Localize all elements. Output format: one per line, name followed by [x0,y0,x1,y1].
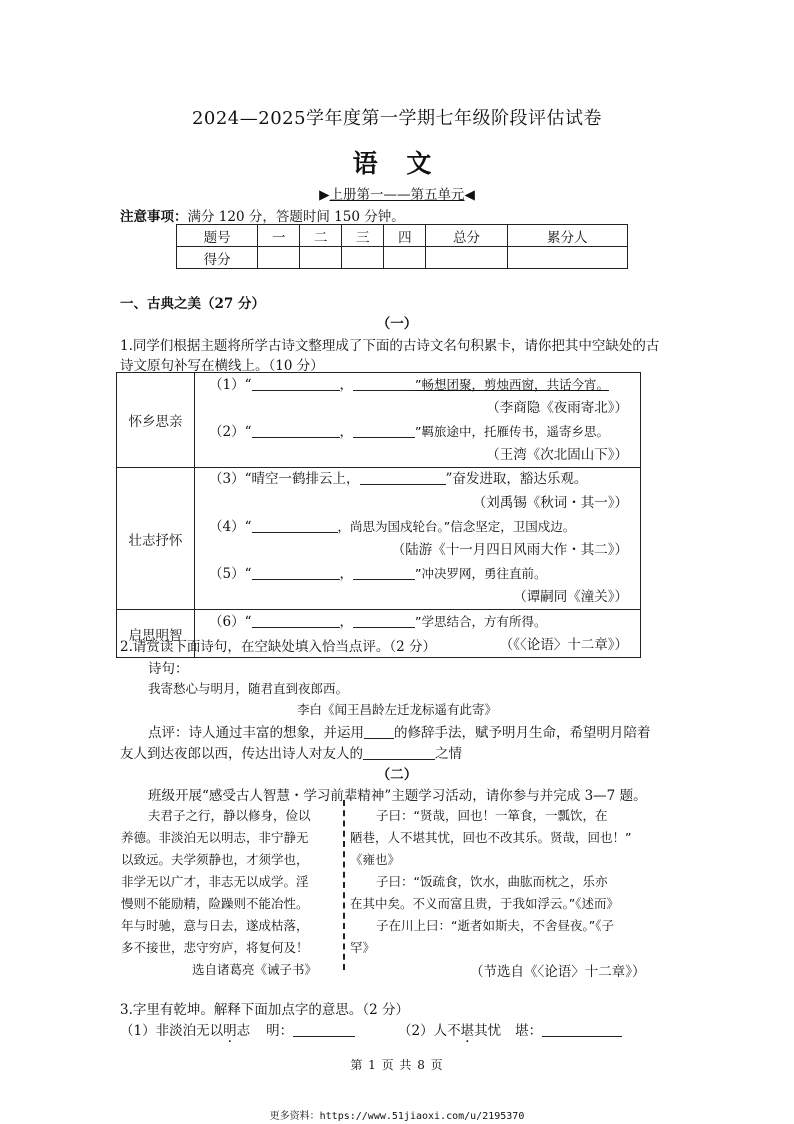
scope-line [0,183,794,203]
answer-blank[interactable] [252,565,340,580]
left-text-line: 慢则不能励精，险躁则不能冶性。 [121,896,309,911]
score-cell[interactable] [300,247,342,269]
triangle-left-icon: ◀ [464,187,475,203]
q1-stem-line2: 诗文原句补写在横线上。（10 分） [120,358,324,374]
scope-text: 上册第一——第五单元 [329,187,465,203]
answer-blank[interactable] [252,518,338,533]
score-header-cell: 三 [342,225,384,247]
score-cell[interactable] [342,247,384,269]
answer-blank[interactable] [293,1022,355,1037]
answer-blank[interactable] [353,613,415,628]
score-header-cell: 四 [384,225,426,247]
answer-blank[interactable] [252,376,340,391]
q3-item-1: （1）非淡泊无以明志 明： [120,1019,355,1039]
answer-blank[interactable] [252,423,340,438]
score-header-cell: 二 [300,225,342,247]
left-text-source: 选自诸葛亮《诫子书》 [192,962,318,977]
page-number: 第 1 页 共 8 页 [350,1058,444,1072]
q2-poem-source: 李白《闻王昌龄左迁龙标遥有此寄》 [296,702,497,717]
poem-card-table [116,372,641,658]
item-2: （2）“ ， ”羁旅途中，托雁传书，遥寄乡思。 [209,424,609,440]
answer-blank[interactable] [364,724,394,739]
q2-comment-line1: 点评：诗人通过丰富的想象，并运用 的修辞手法，赋予明月生命，希望明月陪着 [148,725,651,741]
q1-stem-line1: 1.同学们根据主题将所学古诗文整理成了下面的古诗文名句积累卡，请你把其中空缺处的古 [120,338,660,354]
right-text-line: 罕》 [350,940,376,955]
item-3: （3）“晴空一鹤排云上， ”奋发进取，豁达乐观。 [209,471,588,487]
item-5: （5）“ ， ”冲决罗网，勇往直前。 [209,566,547,582]
right-text-line: 子在川上曰：“逝者如斯夫，不舍昼夜。”《子 [376,918,614,933]
category-cell: 壮志抒怀 [117,468,195,610]
right-text-line: 在其中矣。不义而富且贵，于我如浮云。”《述而》 [350,896,619,911]
item-1-source: （李商隐《夜雨寄北》） [486,399,628,416]
notice [120,205,405,225]
score-header-cell: 题号 [177,225,258,247]
score-header-cell: 累分人 [507,225,627,247]
score-cell[interactable] [507,247,627,269]
item-3-source: （刘禹锡《秋词・其一》） [472,494,628,511]
exam-title: 2024—2025学年度第一学期七年级阶段评估试卷 [191,108,603,129]
item-4-source: （陆游《十一月四日风雨大作・其二》） [391,541,628,558]
left-text-line: 非学无以广才，非志无以成学。淫 [121,874,309,889]
score-cell[interactable] [258,247,300,269]
item-1: （1）“ ， ”畅想团聚，剪烛西窗，共话今宵。 [209,377,609,393]
answer-blank[interactable] [353,376,415,391]
q2-poem: 我寄愁心与明月，随君直到夜郎西。 [148,681,349,696]
notice-label: 注意事项： [120,209,188,225]
left-text-line: 多不接世，悲守穷庐，将复何及！ [121,940,309,955]
category-cell: 启思明智 [117,610,195,658]
left-text-line: 年与时驰，意与日去，遂成枯落， [121,918,309,933]
answer-blank[interactable] [360,470,446,485]
q2-stem: 2.请赏读下面诗句，在空缺处填入恰当点评。（2 分） [120,639,437,655]
more-resources-link[interactable]: 更多资料：https://www.51jiaoxi.com/u/2195370 [269,1111,525,1122]
right-text-line: 子曰：“饭疏食，饮水，曲肱而枕之，乐亦 [376,874,608,889]
score-header-cell: 一 [258,225,300,247]
item-6-source: （《〈论语〉十二章》） [499,636,628,653]
emphasis-dot-char: 堪 [460,1023,475,1039]
q3-stem: 3.字里有乾坤。解释下面加点字的意思。（2 分） [120,1002,410,1018]
category-cell: 怀乡思亲 [117,373,195,468]
right-text-line: 陋巷，人不堪其忧，回也不改其乐。贤哉，回也！” [350,830,632,845]
right-text-line: 子曰：“贤哉，回也！一箪食，一瓢饮，在 [376,808,608,823]
left-text-line: 夫君子之行，静以修身，俭以 [148,808,311,823]
score-table [176,224,628,269]
score-row-label: 得分 [177,247,258,269]
part2-heading: （二） [376,767,418,783]
item-4: （4）“ ，尚思为国戍轮台。”信念坚定，卫国戍边。 [209,519,576,535]
item-2-source: （王湾《次北固山下》） [486,446,628,463]
score-cell[interactable] [384,247,426,269]
answer-blank[interactable] [353,423,415,438]
q2-poem-label: 诗句： [148,661,189,677]
score-cell[interactable] [426,247,507,269]
score-header-row [177,225,628,247]
part2-intro: 班级开展“感受古人智慧・学习前辈精神”主题学习活动，请你参与并完成 3—7 题。 [148,788,647,804]
category-content [195,468,641,610]
item-5-source: （谭嗣同《潼关》） [513,588,628,605]
score-row [177,247,628,269]
q3-item-2: （2）人不堪其忧 堪： [398,1019,622,1039]
emphasis-dot-char: 明 [223,1023,237,1039]
left-text-line: 以致远。夫学须静也，才须学也， [121,852,309,867]
right-text-line: 《雍也》 [350,852,401,867]
section1-heading: 一、古典之美（27 分） [120,296,265,312]
category-content [195,373,641,468]
q2-comment-line2: 友人到达夜郎以西，传达出诗人对友人的 之情 [120,746,462,762]
answer-blank[interactable] [542,1022,622,1037]
item-6: （6）“ ， ”学思结合，方有所得。 [209,614,547,630]
notice-text: 满分 120 分，答题时间 150 分钟。 [187,209,405,225]
right-text-source: （节选自《〈论语〉十二章》） [470,964,646,980]
column-divider [343,800,345,970]
answer-blank[interactable] [363,745,435,760]
part1-heading: （一） [376,316,418,332]
left-text-line: 养德。非淡泊无以明志，非宁静无 [121,830,309,845]
subject-title: 语 文 [352,149,442,178]
answer-blank[interactable] [252,613,340,628]
triangle-right-icon: ▶ [319,187,330,203]
score-header-cell: 总分 [426,225,507,247]
answer-blank[interactable] [353,565,415,580]
